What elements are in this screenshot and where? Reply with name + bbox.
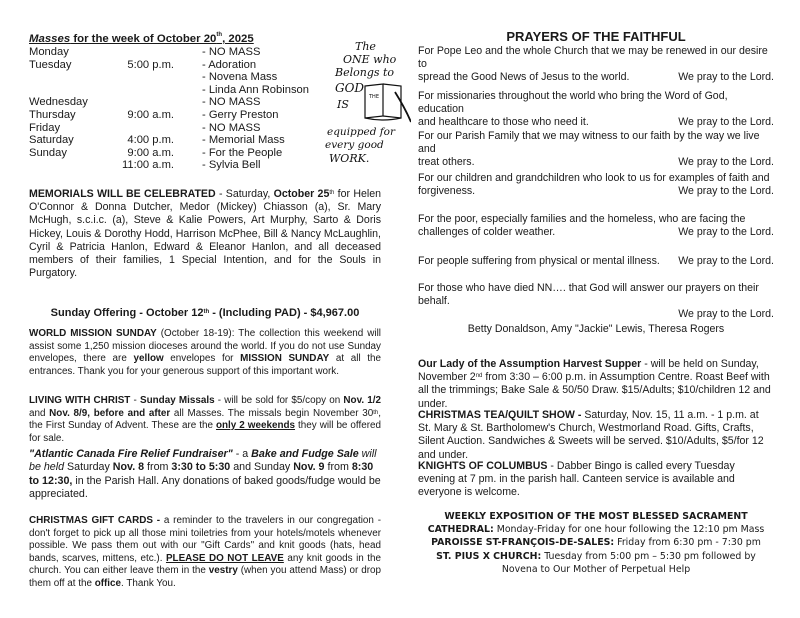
tea-heading: CHRISTMAS TEA/QUILT SHOW - [418,409,582,421]
knights-heading: KNIGHTS OF COLUMBUS [418,460,548,472]
prayer-text: forgiveness. [418,185,476,197]
mass-day [29,71,97,84]
mass-time [97,84,174,97]
christmas-tea-notice [418,409,774,462]
open-book-icon [365,84,411,122]
title-masses-word: Masses [29,33,71,45]
deceased-names: Betty Donaldson, Amy "Jackie" Lewis, Theresa Rogers [467,323,725,335]
exposition-line [418,563,774,576]
exposition-text: Novena to Our Mother of Perpetual Help [501,563,691,575]
prayer-response: We pray to the Lord. [678,71,774,83]
mass-time [97,46,174,59]
mass-schedule-title [29,33,254,45]
world-mission-sunday: MISSION SUNDAY [240,353,330,365]
knights-text: - Dabber Bingo is called every Tuesday evening at 7 pm. in the parish hall. Canteen service is available and everyone is welcome. [418,460,735,499]
living-christ-text: and [29,407,50,419]
mass-row [29,46,309,59]
prayer-item [418,130,774,169]
world-mission-heading: WORLD MISSION SUNDAY [29,328,157,339]
harvest-text: - will be held on Sunday, November 2 [418,358,759,384]
artwork-line: WORK. [329,152,370,165]
equipped-for-good-work-artwork [321,38,411,168]
world-mission-notice [29,328,381,378]
memorials-date-sup: th [329,190,335,196]
harvest-heading: Our Lady of the Assumption Harvest Supper [418,358,642,370]
mass-row [29,84,309,97]
prayer-response: We pray to the Lord. [678,156,774,168]
title-year: , 2025 [222,33,254,45]
fundraiser-text: will be held [29,448,377,474]
memorials-heading: MEMORIALS WILL BE CELEBRATED [29,188,216,200]
mass-day [29,159,97,172]
fundraiser-text: in the Parish Hall. Any donations of baked goods/fudge would be appreciated. [29,474,381,501]
living-christ-text: they will be offered for sale. [29,420,382,444]
title-sup: th [216,32,223,38]
prayer-response: We pray to the Lord. [678,226,774,238]
gift-cards-text: a reminder to the travelers in our congregation - don't forget to pick up all those mini toiletries from your hotels/motels whenever possible. We pass them out with our "Gift Cards" and knit goods (hats, head bands, scarves, mittens, etc.). [29,515,382,564]
prayer-text: For people suffering from physical or mental illness. [418,255,660,267]
mass-day: Friday [29,121,61,134]
exposition-text: Monday-Friday for one hour following the 12:10 pm Mass [493,524,765,536]
prayer-response: We pray to the Lord. [678,255,774,267]
fire-relief-fundraiser [29,448,381,502]
fundraiser-time: 3:30 to 5:30 [171,461,231,474]
prayer-item [418,90,774,129]
exposition-label: ST. PIUS X CHURCH: [436,550,542,562]
gift-cards-text: (when you attend Mass) or drop them off at the [29,565,381,589]
offering-pre: Sunday Offering - October 12 [50,307,204,319]
tea-text: Saturday, Nov. 15, 11 a.m. - 1 p.m. at St. Mary & St. Bartholomew's Church, Westmorland Road. Gifts, Crafts, Silent Auction. Sandwiches & Sweets will be served. $10/Adults, $5/for 12 and under. [418,409,764,461]
fundraiser-text: from [144,461,172,474]
prayer-item [418,255,774,268]
exposition-title: WEEKLY EXPOSITION OF THE MOST BLESSED SACRAMENT [444,511,748,522]
offering-amount: - (Including PAD) - $4,967.00 [209,307,360,319]
fundraiser-time: 8:30 to 12:30, [29,461,374,487]
harvest-sup: nd [475,373,483,380]
living-with-christ-notice [29,395,381,445]
prayer-response: We pray to the Lord. [678,308,774,320]
mass-intention: - Novena Mass [202,71,278,84]
prayer-text: treat others. [418,156,475,168]
sunday-offering [29,307,381,320]
mass-intention: - Adoration [202,58,257,71]
mass-row [29,59,309,72]
mass-intention: - For the People [202,146,283,159]
mass-intention: - NO MASS [202,121,261,134]
knights-of-columbus-notice [418,460,774,500]
fundraiser-date: Nov. 9 [293,461,325,474]
living-christ-text: - will be sold for $5/copy on [214,395,344,406]
mass-time: 11:00 a.m. [121,159,174,172]
mass-time: 5:00 p.m. [127,58,174,71]
prayer-item [418,172,774,198]
exposition-label: PAROISSE ST-FRANÇOIS-DE-SALES: [431,537,615,549]
harvest-text: from 3:30 – 6:00 p.m. in Assumption Centre. Roast Beef with all the trimmings; Bake Sale & 50/50 Draw. $15/Adults; $10/children 12 and under. [418,371,771,410]
mass-row [29,159,309,172]
gift-cards-office: office [94,577,122,589]
fundraiser-text: - a [232,448,252,460]
artwork-line: GOD [335,81,365,95]
prayer-text: challenges of colder weather. [418,226,556,238]
prayer-item [418,213,774,239]
memorials-intro: - Saturday, [215,188,274,200]
gift-cards-vestry: vestry [208,565,238,577]
mass-time: 9:00 a.m. [127,108,174,121]
living-christ-text: , the First Sunday of Advent. These are the [29,407,381,432]
fundraiser-bake-sale: Bake and Fudge Sale [251,448,359,460]
exposition-label: CATHEDRAL: [427,524,494,536]
mass-intention: - NO MASS [202,46,261,58]
prayer-text: For those who have died NN…. that God will answer our prayers on their behalf. [418,282,759,307]
mass-day: Saturday [29,134,74,147]
fundraiser-text: and Sunday [230,461,294,474]
mass-intention: - Sylvia Bell [202,159,261,172]
mass-day: Thursday [29,108,76,121]
world-mission-yellow: yellow [133,353,164,365]
book-label: THE [369,94,379,100]
fundraiser-date: Nov. 8 [112,461,145,474]
artwork-line: Belongs to [335,66,395,79]
living-christ-only: only 2 weekends [215,420,296,432]
exposition-text: Friday from 6:30 pm - 7:30 pm [614,537,761,549]
mass-time [97,122,174,135]
mass-intention: - Memorial Mass [202,134,285,147]
gift-cards-heading: CHRISTMAS GIFT CARDS - [29,515,161,526]
artwork-line: equipped for [327,126,395,138]
mass-day: Wednesday [29,96,88,109]
mass-row [29,134,309,147]
prayer-text: spread the Good News of Jesus to the world. [418,71,630,83]
mass-row [29,122,309,135]
mass-time [97,71,174,84]
prayer-text: For our children and grandchildren who look to us for examples of faith and [418,172,770,184]
memorials-notice [29,188,381,280]
title-week-text: for the week of October 20 [70,33,217,45]
artwork-line: IS [337,98,349,111]
mass-row [29,96,309,109]
living-christ-heading: LIVING WITH CHRIST [29,395,131,406]
living-christ-date: Nov. 8/9, before and after [49,407,171,419]
prayer-text: and healthcare to those who need it. [418,116,589,128]
weekly-exposition [418,510,774,576]
memorials-body: for Helen O'Connor & Donna Dutcher, Medor (Mickey) Chiasson (a), Sr. Mary McHugh, s.c.i.c. (a), Steve & Kalie Powers, Art Murphy, Sarto & Doris Hickey, Louis & Dorothy Hodd, Harrison McPhee, Bill & Nancy McLaughlin, Cyril & Patricia Hanlon, Edward & Eleanor Hanlon, and all deceased members of their families, 1 Special Intention, and for the Souls in Purgatory. [29,188,381,280]
mass-day: Monday [29,46,69,58]
mass-intention: - NO MASS [202,96,261,109]
harvest-supper-notice [418,358,774,411]
mass-day: Sunday [29,146,67,159]
mass-time: 9:00 a.m. [127,146,174,159]
world-mission-text: at all the entrances. Thank you for your generous support of this important work. [29,353,382,377]
mass-schedule-table [29,46,309,172]
living-christ-text: - [130,395,141,406]
christmas-gift-cards-notice [29,515,381,591]
mass-intention: - Linda Ann Robinson [202,83,309,96]
world-mission-text: envelopes for [163,353,241,365]
mass-time: 4:00 p.m. [127,134,174,147]
fundraiser-text: Saturday [64,461,113,474]
living-christ-text: all Masses. The missals begin November 30 [170,407,374,419]
mass-day [29,84,97,97]
living-christ-sup: th [373,409,379,416]
artwork-line: The [355,40,376,53]
gift-cards-warning: PLEASE DO NOT LEAVE [165,552,284,564]
prayer-item [418,282,774,321]
gift-cards-text: . Thank You. [121,577,176,589]
exposition-text: Tuesday from 5:00 pm – 5:30 pm followed by [541,550,756,562]
prayer-text: For missionaries throughout the world who bring the Word of God, education [418,90,728,115]
living-christ-date: Nov. 1/2 [343,395,382,406]
prayers-title: PRAYERS OF THE FAITHFUL [506,29,686,44]
artwork-line: every good [325,139,384,151]
prayer-text: For our Parish Family that we may witness to our faith by the way we live and [418,130,760,155]
prayer-text: For the poor, especially families and the homeless, who are facing the [418,213,746,225]
offering-sup: th [203,309,210,315]
gift-cards-text: any knit goods in the church. You can either leave them in the [29,552,382,577]
fundraiser-text: from [324,461,352,474]
prayer-response: We pray to the Lord. [678,185,774,197]
mass-row [29,71,309,84]
fundraiser-title: "Atlantic Canada Fire Relief Fundraiser" [29,448,233,460]
living-christ-missals: Sunday Missals [140,395,215,406]
exposition-line [418,536,774,549]
exposition-line [418,550,774,563]
mass-time [97,96,174,109]
artwork-line: ONE who [343,53,397,66]
exposition-line [418,523,774,536]
mass-row [29,109,309,122]
mass-intention: - Gerry Preston [202,108,279,121]
mass-row [29,147,309,160]
prayer-response: We pray to the Lord. [678,116,774,128]
prayer-item [418,45,774,84]
mass-day: Tuesday [29,58,72,71]
world-mission-text: (October 18-19): The collection this weekend will assist some 1,250 mission dioceses around the world. If you do not use Sunday envelopes, there are [29,328,381,365]
prayer-text: For Pope Leo and the whole Church that we may be renewed in our desire to [418,45,768,70]
memorials-date: October 25 [273,188,330,200]
